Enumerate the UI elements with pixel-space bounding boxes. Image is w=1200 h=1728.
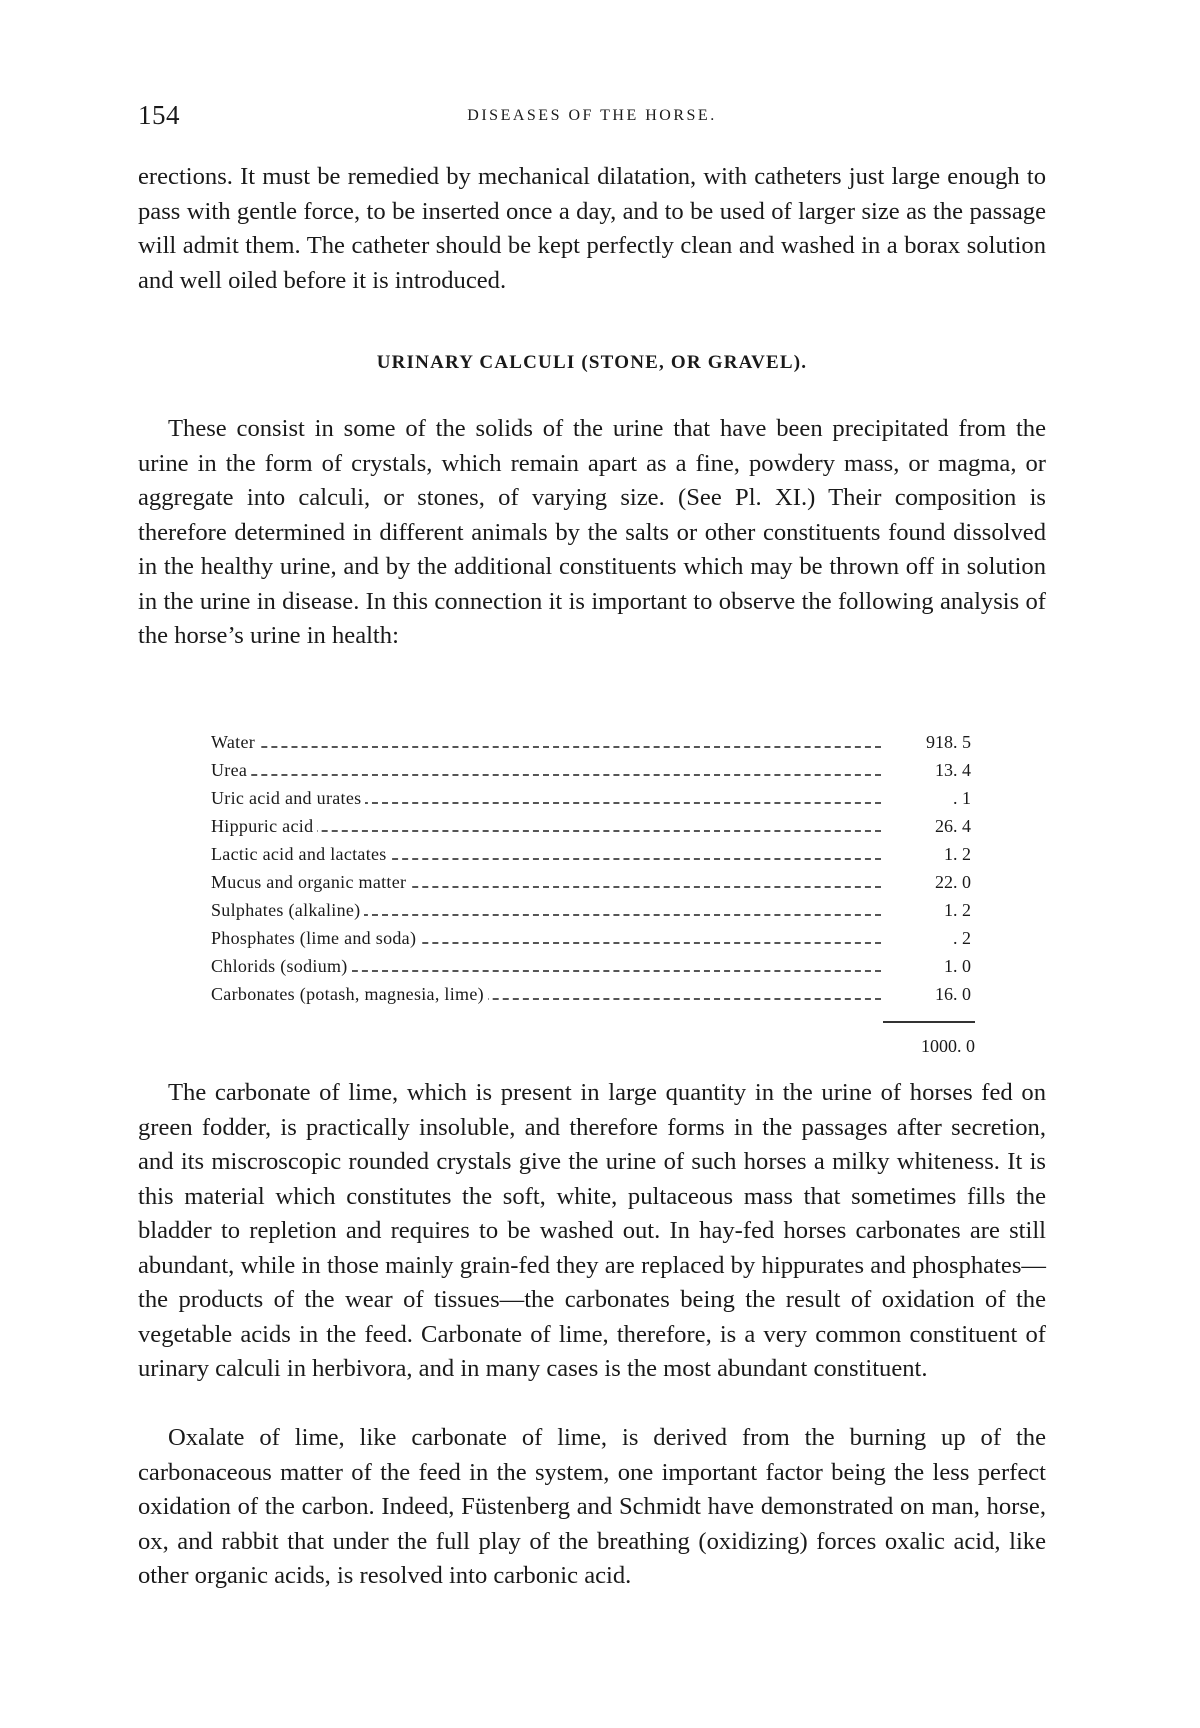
- constituent-label: Sulphates (alkaline): [211, 896, 364, 924]
- table-row: [211, 784, 971, 812]
- constituent-value: 1. 2: [944, 844, 971, 864]
- table-row: [211, 980, 971, 1008]
- constituent-label: Phosphates (lime and soda): [211, 924, 420, 952]
- constituent-label: Mucus and organic matter: [211, 868, 410, 896]
- constituent-label: Chlorids (sodium): [211, 952, 352, 980]
- running-title: DISEASES OF THE HORSE.: [467, 107, 717, 124]
- constituent-label: Uric acid and urates: [211, 784, 365, 812]
- paragraph-carbonate-of-lime: The carbonate of lime, which is present in large quantity in the urine of horses fed on green fodder, is practically insoluble, and therefore forms in the passages after secretion, and its miscroscopic rounded crystals give the urine of such horses a milky whiteness. It is this material which constitutes the soft, white, pultaceous mass that sometimes fills the bladder to repletion and requires to be washed out. In hay-fed horses carbonates are still abundant, while in those mainly grain-fed they are replaced by hippurates and phosphates—the products of the wear of tissues—the carbonates being the result of oxidation of the vegetable acids in the feed. Carbonate of lime, therefore, is a very common constituent of urinary calculi in herbivora, and in many cases is the most abundant constituent.: [138, 1079, 1046, 1382]
- constituent-value: . 2: [953, 928, 971, 948]
- table-row: [211, 896, 971, 924]
- table-row: [211, 868, 971, 896]
- constituent-value: 16. 0: [935, 984, 971, 1004]
- constituent-value: 1. 2: [944, 900, 971, 920]
- constituent-label: Water: [211, 728, 259, 756]
- paragraph-erections: erections. It must be remedied by mechanical dilatation, with catheters just large enough to pass with gentle force, to be inserted once a day, and to be used of larger size as the passage will admit them. The catheter should be kept perfectly clean and washed in a borax solution and well oiled before it is introduced.: [138, 163, 1046, 294]
- urine-analysis-table: [211, 728, 971, 1008]
- dot-leader: [211, 774, 881, 776]
- constituent-value: 13. 4: [935, 760, 971, 780]
- constituent-label: Urea: [211, 756, 251, 784]
- constituent-label: Hippuric acid: [211, 812, 317, 840]
- constituent-label: Lactic acid and lactates: [211, 840, 391, 868]
- table-row: [211, 812, 971, 840]
- constituent-value: 918. 5: [926, 732, 971, 752]
- constituent-value: 1. 0: [944, 956, 971, 976]
- dot-leader: [211, 746, 881, 748]
- running-head: [138, 100, 1046, 140]
- section-heading: URINARY CALCULI (STONE, OR GRAVEL).: [376, 352, 808, 373]
- table-row: [211, 756, 971, 784]
- table-row: [211, 924, 971, 952]
- constituent-value: 22. 0: [935, 872, 971, 892]
- table-row: [211, 952, 971, 980]
- table-row: [211, 728, 971, 756]
- paragraph-oxalate-of-lime: Oxalate of lime, like carbonate of lime, is derived from the burning up of the carbonaceous matter of the feed in the system, one important factor being the less perfect oxidation of the carbon. Indeed, Füstenberg and Schmidt have demonstrated on man, horse, ox, and rabbit that under the full play of the breathing (oxidizing) forces oxalic acid, like other organic acids, is resolved into carbonic acid.: [138, 1424, 1046, 1589]
- table-row: [211, 840, 971, 868]
- constituent-value: 26. 4: [935, 816, 971, 836]
- page-number: 154: [138, 100, 180, 130]
- constituent-value: . 1: [953, 788, 971, 808]
- table-total: 1000. 0: [921, 1036, 975, 1056]
- constituent-label: Carbonates (potash, magnesia, lime): [211, 980, 488, 1008]
- paragraph-calculi-intro: These consist in some of the solids of the urine that have been precipitated from the urine in the form of crystals, which remain apart as a fine, powdery mass, or magma, or aggregate into calculi, or stones, of varying size. (See Pl. XI.) Their composition is therefore determined in different animals by the salts or other constituents found dissolved in the healthy urine, and by the additional constituents which may be thrown off in solution in the urine in disease. In this connection it is important to observe the following analysis of the horse’s urine in health:: [138, 415, 1046, 649]
- total-rule: [883, 1021, 975, 1023]
